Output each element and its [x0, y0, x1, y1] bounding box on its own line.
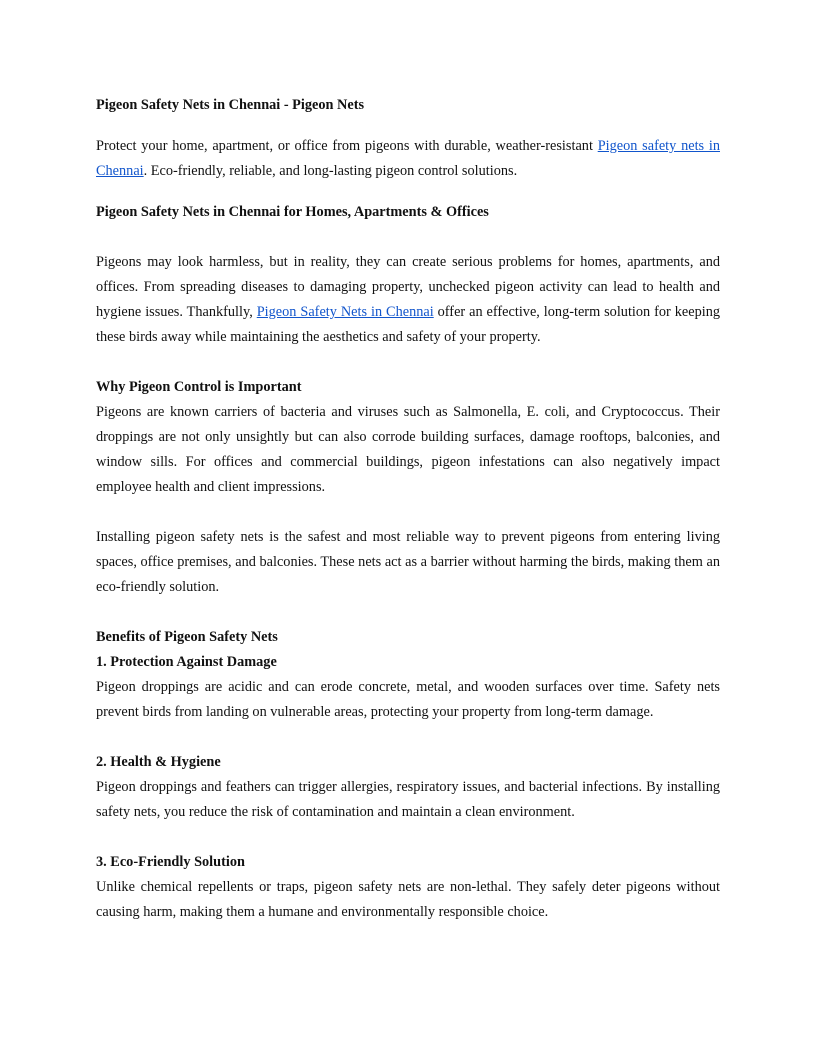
intro-link[interactable]: Pigeon safety nets in Chennai	[96, 138, 720, 179]
overview-text-after: offer an effective, long-term solution for keeping these birds away while maintaining the aesthetics and safety of your property.	[96, 304, 721, 345]
benefit-heading-1: 1. Protection Against Damage	[96, 654, 277, 670]
document-title: Pigeon Safety Nets in Chennai - Pigeon Nets	[96, 97, 365, 113]
why-heading: Why Pigeon Control is Important	[96, 379, 302, 395]
overview-text-before: Pigeons may look harmless, but in reality, they can create serious problems for homes, apartments, and offices. From spreading diseases to damaging property, unchecked pigeon activity can lead to health and hygiene issues. Thankfully,	[96, 254, 720, 320]
benefit-text-3: Unlike chemical repellents or traps, pigeon safety nets are non-lethal. They safely deter pigeons without causing harm, making them a humane and environmentally responsible choice.	[96, 879, 720, 920]
benefits-heading: Benefits of Pigeon Safety Nets	[96, 629, 278, 645]
overview-link[interactable]: Pigeon Safety Nets in Chennai	[256, 304, 434, 320]
benefit-text-1: Pigeon droppings are acidic and can erode concrete, metal, and wooden surfaces over time. Safety nets prevent birds from landing on vulnerable areas, protecting your property from long-term damage.	[96, 679, 720, 720]
overview-paragraph	[96, 250, 720, 350]
section-subtitle: Pigeon Safety Nets in Chennai for Homes, Apartments & Offices	[96, 204, 489, 220]
intro-paragraph	[96, 134, 720, 184]
why-paragraph: Pigeons are known carriers of bacteria and viruses such as Salmonella, E. coli, and Cryptococcus. Their droppings are not only unsightly but can also corrode building surfaces, damage rooftops, balconies, and window sills. For offices and commercial buildings, pigeon infestations can also negatively impact employee health and client impressions.	[96, 404, 720, 495]
intro-text-before: Protect your home, apartment, or office from pigeons with durable, weather-resistant	[96, 138, 598, 154]
document-body	[96, 93, 720, 925]
install-paragraph: Installing pigeon safety nets is the safest and most reliable way to prevent pigeons from entering living spaces, office premises, and balconies. These nets act as a barrier without harming the birds, making them an eco-friendly solution.	[96, 529, 720, 595]
intro-text-after: . Eco-friendly, reliable, and long-lasting pigeon control solutions.	[143, 163, 518, 179]
benefit-heading-2: 2. Health & Hygiene	[96, 754, 221, 770]
benefit-heading-3: 3. Eco-Friendly Solution	[96, 854, 245, 870]
benefit-text-2: Pigeon droppings and feathers can trigger allergies, respiratory issues, and bacterial infections. By installing safety nets, you reduce the risk of contamination and maintain a clean environment.	[96, 779, 720, 820]
